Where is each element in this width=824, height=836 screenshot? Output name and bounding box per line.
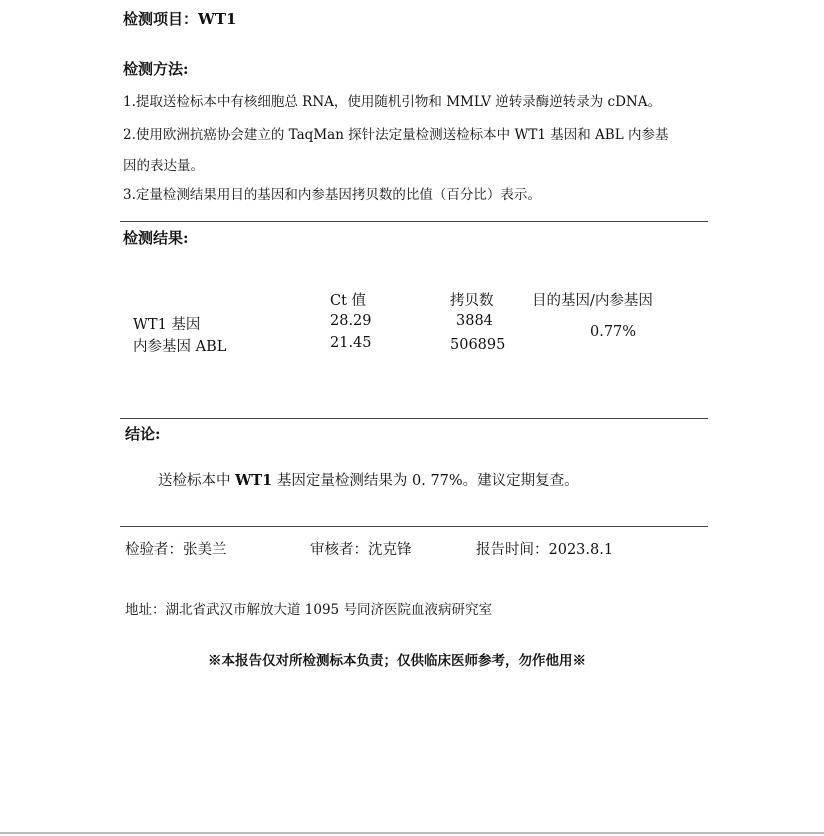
address: 地址：湖北省武汉市解放大道 1095 号同济医院血液病研究室 (125, 602, 492, 618)
disclaimer: ※本报告仅对所检测标本负责；仅供临床医师参考，勿作他用※ (208, 653, 586, 669)
col-header-ct: Ct 值 (330, 293, 367, 309)
row-name: 内参基因 ABL (133, 339, 227, 355)
page-bottom-edge (0, 832, 824, 834)
ratio-value: 0.77% (590, 324, 637, 340)
row-copies: 3884 (456, 313, 493, 329)
divider-1 (120, 221, 708, 222)
col-header-copies: 拷贝数 (450, 293, 494, 309)
reviewer: 审核者：沈克锋 (310, 542, 412, 558)
results-heading: 检测结果: (123, 229, 189, 247)
method-item-3: 3.定量检测结果用目的基因和内参基因拷贝数的比值（百分比）表示。 (123, 187, 541, 203)
tester: 检验者：张美兰 (125, 542, 227, 558)
row-copies: 506895 (450, 337, 506, 353)
method-heading: 检测方法: (123, 60, 189, 78)
project-value: WT1 (198, 10, 237, 28)
row-name: WT1 基因 (133, 317, 201, 333)
conclusion-post: 基因定量检测结果为 0. 77%。建议定期复查。 (272, 473, 579, 489)
conclusion-gene: WT1 (235, 472, 273, 489)
conclusion-pre: 送检标本中 (158, 473, 236, 489)
method-item-2: 2.使用欧洲抗癌协会建立的 TaqMan 探针法定量检测送检标本中 WT1 基因和 ABL 内参基 (123, 127, 669, 143)
row-ct: 28.29 (330, 313, 372, 329)
row-ct: 21.45 (330, 335, 372, 351)
method-item-1: 1.提取送检标本中有核细胞总 RNA，使用随机引物和 MMLV 逆转录酶逆转录为 cDNA。 (123, 94, 661, 110)
method-item-2-cont: 因的表达量。 (123, 158, 204, 174)
divider-2 (120, 418, 708, 419)
conclusion-heading: 结论: (125, 425, 161, 443)
divider-3 (120, 526, 708, 527)
conclusion-text (158, 469, 579, 490)
col-header-ratio: 目的基因/内参基因 (532, 293, 653, 309)
project-title (123, 8, 236, 29)
project-label: 检测项目： (123, 10, 199, 28)
report-time: 报告时间：2023.8.1 (476, 542, 614, 558)
